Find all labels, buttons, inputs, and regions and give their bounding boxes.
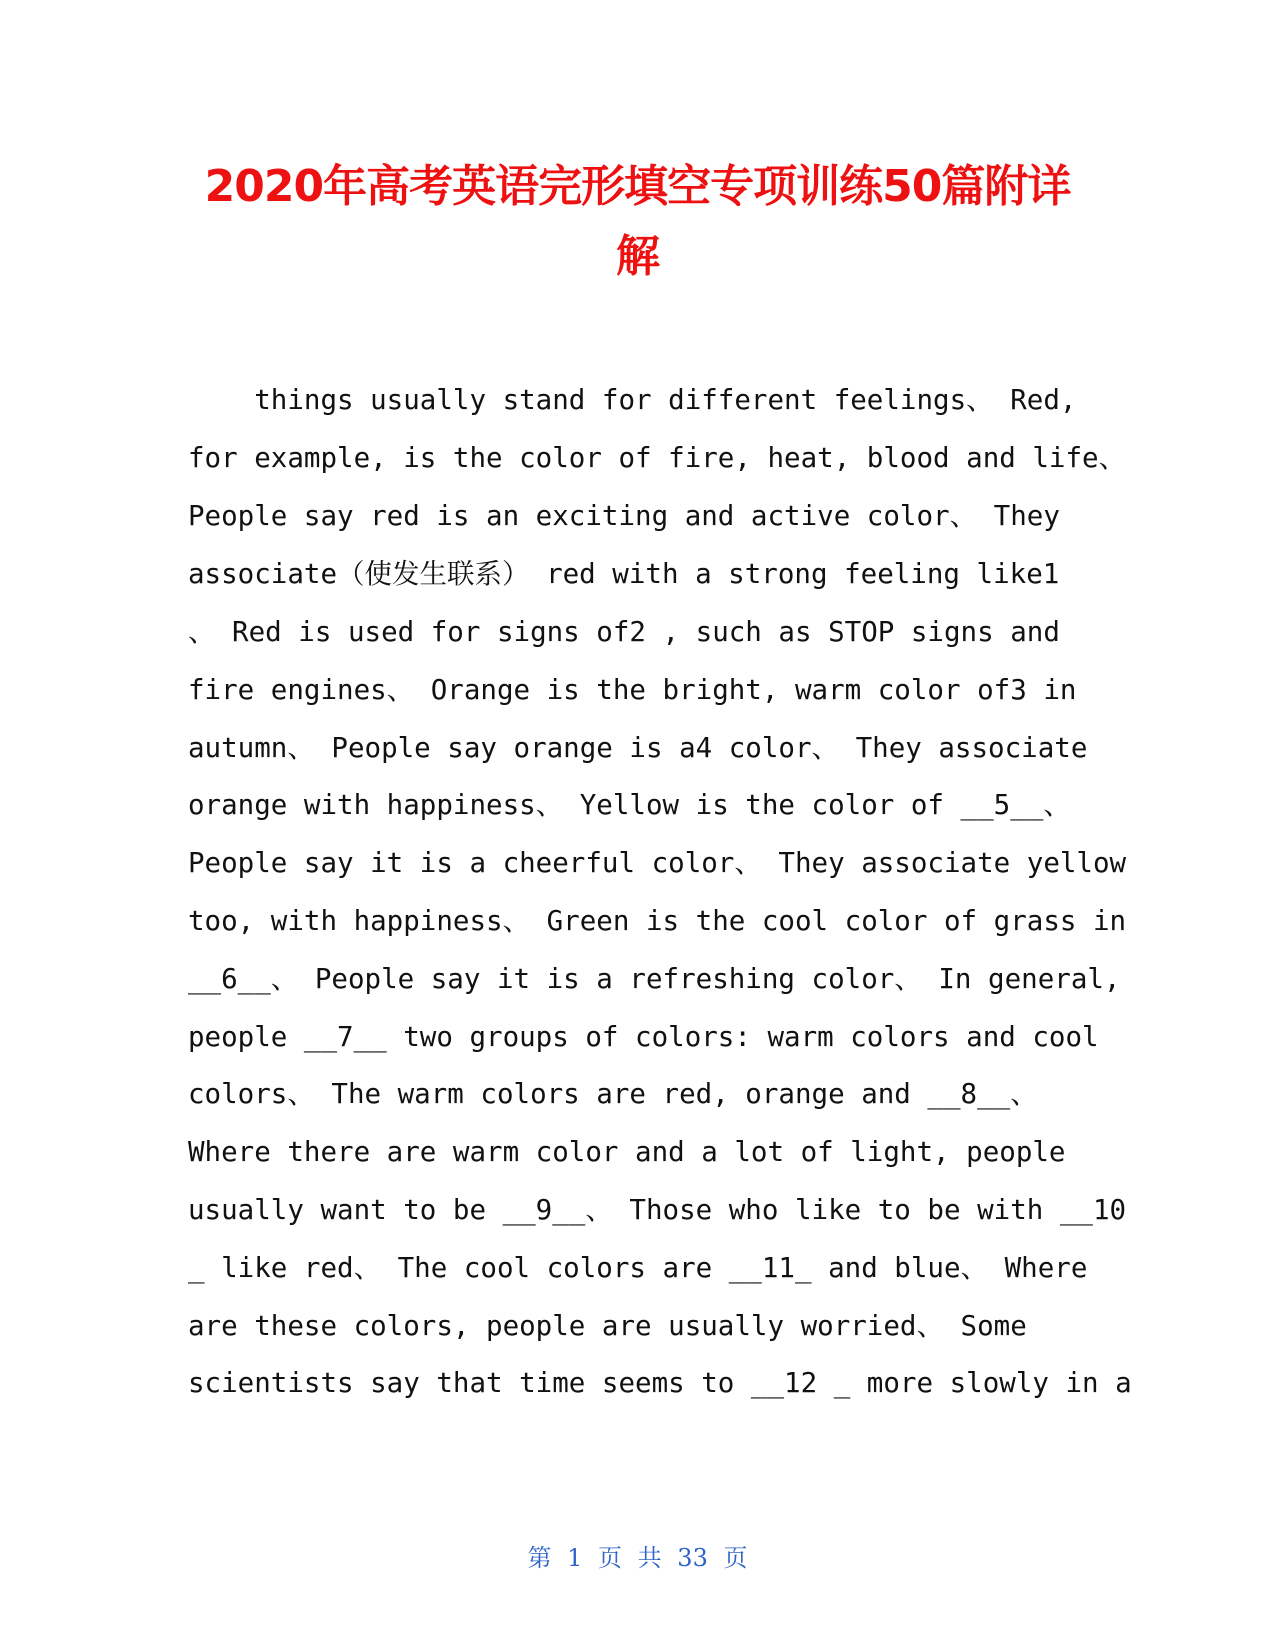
passage-line: 、 Red is used for signs of2 , such as STOP signs and: [188, 616, 1060, 648]
passage-line: orange with happiness、 Yellow is the color of __5__、: [188, 789, 1071, 821]
passage-line: People say it is a cheerful color、 They associate yellow: [188, 847, 1127, 879]
passage-line: usually want to be __9__、 Those who like to be with __10: [188, 1194, 1127, 1226]
passage-line: autumn、 People say orange is a4 color、 They associate: [188, 732, 1088, 764]
title-line-1: 2020年高考英语完形填空专项训练50篇附详: [204, 161, 1071, 212]
passage-line: scientists say that time seems to __12 _ more slowly in a: [188, 1367, 1132, 1399]
passage-line: People say red is an exciting and active color、 They: [188, 500, 1060, 532]
passage-line: colors、 The warm colors are red, orange and __8__、: [188, 1078, 1038, 1110]
passage-line: fire engines、 Orange is the bright, warm color of3 in: [188, 674, 1077, 706]
passage-line: for example, is the color of fire, heat, blood and life、: [188, 442, 1127, 474]
passage-line: people __7__ two groups of colors: warm colors and cool: [188, 1021, 1099, 1053]
passage-line: are these colors, people are usually worried、 Some: [188, 1310, 1027, 1342]
passage-line: Where there are warm color and a lot of light, people: [188, 1136, 1066, 1168]
document-title: [150, 152, 1125, 292]
passage-line: associate（使发生联系） red with a strong feeling like1: [188, 558, 1060, 590]
title-line-2: 解: [616, 231, 659, 282]
passage-line: things usually stand for different feelings、 Red,: [188, 384, 1077, 416]
passage-line: _ like red、 The cool colors are __11_ and blue、 Where: [188, 1252, 1088, 1284]
page-number-footer: 第 1 页 共 33 页: [527, 1544, 748, 1572]
passage-line: too, with happiness、 Green is the cool color of grass in: [188, 905, 1127, 937]
passage-line: __6__、 People say it is a refreshing color、 In general,: [188, 963, 1121, 995]
